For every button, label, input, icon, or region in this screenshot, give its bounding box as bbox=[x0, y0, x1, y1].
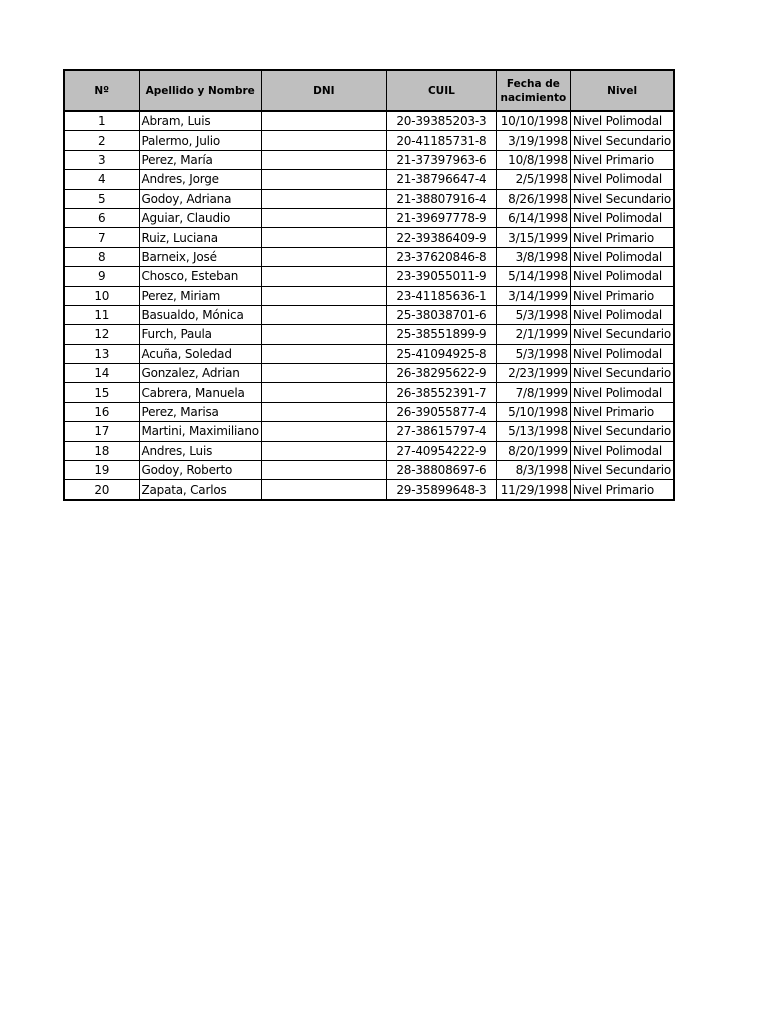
cell-cuil[interactable]: 20-41185731-8 bbox=[386, 131, 496, 150]
cell-level[interactable]: Nivel Polimodal bbox=[570, 305, 674, 324]
cell-level[interactable]: Nivel Primario bbox=[570, 228, 674, 247]
cell-level[interactable]: Nivel Polimodal bbox=[570, 441, 674, 460]
cell-dni[interactable] bbox=[261, 286, 386, 305]
cell-name[interactable]: Palermo, Julio bbox=[139, 131, 261, 150]
cell-birth-date[interactable]: 5/13/1998 bbox=[496, 422, 570, 441]
cell-num[interactable]: 6 bbox=[64, 208, 139, 227]
table-row bbox=[64, 228, 674, 247]
cell-name[interactable]: Perez, Miriam bbox=[139, 286, 261, 305]
cell-birth-date[interactable]: 5/3/1998 bbox=[496, 305, 570, 324]
cell-birth-date[interactable]: 8/20/1999 bbox=[496, 441, 570, 460]
cell-cuil[interactable]: 21-38796647-4 bbox=[386, 170, 496, 189]
header-birth-line1: Fecha de bbox=[506, 77, 560, 90]
table-row bbox=[64, 150, 674, 169]
cell-dni[interactable] bbox=[261, 267, 386, 286]
cell-dni[interactable] bbox=[261, 441, 386, 460]
cell-name[interactable]: Basualdo, Mónica bbox=[139, 305, 261, 324]
cell-level[interactable]: Nivel Polimodal bbox=[570, 170, 674, 189]
table-row bbox=[64, 461, 674, 480]
cell-cuil[interactable]: 27-38615797-4 bbox=[386, 422, 496, 441]
cell-birth-date[interactable]: 2/5/1998 bbox=[496, 170, 570, 189]
header-name[interactable]: Apellido y Nombre bbox=[139, 70, 261, 111]
cell-num[interactable]: 17 bbox=[64, 422, 139, 441]
cell-cuil[interactable]: 23-37620846-8 bbox=[386, 247, 496, 266]
cell-birth-date[interactable]: 8/3/1998 bbox=[496, 461, 570, 480]
cell-cuil[interactable]: 25-38551899-9 bbox=[386, 325, 496, 344]
cell-num[interactable]: 18 bbox=[64, 441, 139, 460]
table-row bbox=[64, 383, 674, 402]
cell-birth-date[interactable]: 3/8/1998 bbox=[496, 247, 570, 266]
cell-cuil[interactable]: 26-39055877-4 bbox=[386, 402, 496, 421]
cell-birth-date[interactable]: 5/10/1998 bbox=[496, 402, 570, 421]
table-row bbox=[64, 286, 674, 305]
cell-cuil[interactable]: 28-38808697-6 bbox=[386, 461, 496, 480]
cell-name[interactable]: Perez, María bbox=[139, 150, 261, 169]
table-row bbox=[64, 305, 674, 324]
cell-level[interactable]: Nivel Primario bbox=[570, 286, 674, 305]
cell-name[interactable]: Godoy, Roberto bbox=[139, 461, 261, 480]
cell-birth-date[interactable]: 10/8/1998 bbox=[496, 150, 570, 169]
cell-num[interactable]: 16 bbox=[64, 402, 139, 421]
table-row bbox=[64, 364, 674, 383]
cell-name[interactable]: Abram, Luis bbox=[139, 111, 261, 131]
cell-birth-date[interactable]: 11/29/1998 bbox=[496, 480, 570, 500]
cell-cuil[interactable]: 29-35899648-3 bbox=[386, 480, 496, 500]
cell-dni[interactable] bbox=[261, 247, 386, 266]
students-table bbox=[63, 69, 675, 501]
cell-name[interactable]: Ruiz, Luciana bbox=[139, 228, 261, 247]
cell-birth-date[interactable]: 7/8/1999 bbox=[496, 383, 570, 402]
cell-cuil[interactable]: 27-40954222-9 bbox=[386, 441, 496, 460]
cell-cuil[interactable]: 20-39385203-3 bbox=[386, 111, 496, 131]
cell-num[interactable]: 4 bbox=[64, 170, 139, 189]
cell-birth-date[interactable]: 5/14/1998 bbox=[496, 267, 570, 286]
cell-name[interactable]: Martini, Maximiliano bbox=[139, 422, 261, 441]
cell-cuil[interactable]: 21-38807916-4 bbox=[386, 189, 496, 208]
cell-num[interactable]: 12 bbox=[64, 325, 139, 344]
cell-level[interactable]: Nivel Polimodal bbox=[570, 267, 674, 286]
table-row bbox=[64, 267, 674, 286]
cell-name[interactable]: Furch, Paula bbox=[139, 325, 261, 344]
cell-level[interactable]: Nivel Polimodal bbox=[570, 383, 674, 402]
cell-cuil[interactable]: 25-38038701-6 bbox=[386, 305, 496, 324]
cell-level[interactable]: Nivel Secundario bbox=[570, 422, 674, 441]
cell-name[interactable]: Chosco, Esteban bbox=[139, 267, 261, 286]
cell-num[interactable]: 2 bbox=[64, 131, 139, 150]
cell-cuil[interactable]: 26-38295622-9 bbox=[386, 364, 496, 383]
cell-level[interactable]: Nivel Polimodal bbox=[570, 344, 674, 363]
cell-dni[interactable] bbox=[261, 150, 386, 169]
cell-name[interactable]: Andres, Jorge bbox=[139, 170, 261, 189]
cell-dni[interactable] bbox=[261, 208, 386, 227]
cell-level[interactable]: Nivel Primario bbox=[570, 402, 674, 421]
cell-dni[interactable] bbox=[261, 170, 386, 189]
header-birth-line2: nacimiento bbox=[500, 91, 567, 104]
table-row bbox=[64, 247, 674, 266]
cell-level[interactable]: Nivel Secundario bbox=[570, 364, 674, 383]
cell-level[interactable]: Nivel Polimodal bbox=[570, 247, 674, 266]
cell-dni[interactable] bbox=[261, 305, 386, 324]
header-row bbox=[64, 70, 674, 111]
header-level[interactable]: Nivel bbox=[570, 70, 674, 111]
cell-name[interactable]: Godoy, Adriana bbox=[139, 189, 261, 208]
cell-dni[interactable] bbox=[261, 364, 386, 383]
cell-dni[interactable] bbox=[261, 189, 386, 208]
cell-num[interactable]: 11 bbox=[64, 305, 139, 324]
cell-num[interactable]: 13 bbox=[64, 344, 139, 363]
cell-name[interactable]: Aguiar, Claudio bbox=[139, 208, 261, 227]
cell-cuil[interactable]: 21-39697778-9 bbox=[386, 208, 496, 227]
table-row bbox=[64, 344, 674, 363]
cell-birth-date[interactable]: 6/14/1998 bbox=[496, 208, 570, 227]
cell-cuil[interactable]: 25-41094925-8 bbox=[386, 344, 496, 363]
cell-name[interactable]: Acuña, Soledad bbox=[139, 344, 261, 363]
cell-dni[interactable] bbox=[261, 402, 386, 421]
table-row bbox=[64, 441, 674, 460]
cell-name[interactable]: Gonzalez, Adrian bbox=[139, 364, 261, 383]
table-row bbox=[64, 131, 674, 150]
cell-cuil[interactable]: 21-37397963-6 bbox=[386, 150, 496, 169]
cell-birth-date[interactable]: 3/14/1999 bbox=[496, 286, 570, 305]
table-row bbox=[64, 189, 674, 208]
cell-dni[interactable] bbox=[261, 422, 386, 441]
table-row bbox=[64, 422, 674, 441]
cell-level[interactable]: Nivel Secundario bbox=[570, 325, 674, 344]
cell-cuil[interactable]: 23-41185636-1 bbox=[386, 286, 496, 305]
cell-birth-date[interactable]: 10/10/1998 bbox=[496, 111, 570, 131]
cell-dni[interactable] bbox=[261, 325, 386, 344]
cell-num[interactable]: 19 bbox=[64, 461, 139, 480]
cell-level[interactable]: Nivel Polimodal bbox=[570, 208, 674, 227]
cell-level[interactable]: Nivel Secundario bbox=[570, 131, 674, 150]
cell-num[interactable]: 7 bbox=[64, 228, 139, 247]
table-row bbox=[64, 170, 674, 189]
header-num[interactable]: Nº bbox=[64, 70, 139, 111]
cell-num[interactable]: 3 bbox=[64, 150, 139, 169]
cell-dni[interactable] bbox=[261, 461, 386, 480]
cell-num[interactable]: 10 bbox=[64, 286, 139, 305]
cell-name[interactable]: Zapata, Carlos bbox=[139, 480, 261, 500]
cell-cuil[interactable]: 22-39386409-9 bbox=[386, 228, 496, 247]
cell-dni[interactable] bbox=[261, 344, 386, 363]
cell-birth-date[interactable]: 3/19/1998 bbox=[496, 131, 570, 150]
cell-num[interactable]: 20 bbox=[64, 480, 139, 500]
cell-level[interactable]: Nivel Primario bbox=[570, 150, 674, 169]
cell-num[interactable]: 1 bbox=[64, 111, 139, 131]
cell-dni[interactable] bbox=[261, 383, 386, 402]
cell-level[interactable]: Nivel Polimodal bbox=[570, 111, 674, 131]
table-row bbox=[64, 402, 674, 421]
header-cuil[interactable]: CUIL bbox=[386, 70, 496, 111]
cell-name[interactable]: Perez, Marisa bbox=[139, 402, 261, 421]
header-dni[interactable]: DNI bbox=[261, 70, 386, 111]
cell-num[interactable]: 15 bbox=[64, 383, 139, 402]
header-birth-date[interactable] bbox=[496, 70, 570, 111]
cell-dni[interactable] bbox=[261, 131, 386, 150]
cell-num[interactable]: 14 bbox=[64, 364, 139, 383]
table-row bbox=[64, 111, 674, 131]
cell-name[interactable]: Cabrera, Manuela bbox=[139, 383, 261, 402]
table-row bbox=[64, 208, 674, 227]
cell-num[interactable]: 5 bbox=[64, 189, 139, 208]
cell-birth-date[interactable]: 2/1/1999 bbox=[496, 325, 570, 344]
cell-birth-date[interactable]: 2/23/1999 bbox=[496, 364, 570, 383]
cell-birth-date[interactable]: 5/3/1998 bbox=[496, 344, 570, 363]
cell-name[interactable]: Barneix, José bbox=[139, 247, 261, 266]
cell-num[interactable]: 8 bbox=[64, 247, 139, 266]
cell-num[interactable]: 9 bbox=[64, 267, 139, 286]
cell-dni[interactable] bbox=[261, 228, 386, 247]
table-row bbox=[64, 480, 674, 500]
cell-cuil[interactable]: 26-38552391-7 bbox=[386, 383, 496, 402]
cell-birth-date[interactable]: 3/15/1999 bbox=[496, 228, 570, 247]
table-row bbox=[64, 325, 674, 344]
cell-level[interactable]: Nivel Secundario bbox=[570, 189, 674, 208]
cell-dni[interactable] bbox=[261, 480, 386, 500]
cell-level[interactable]: Nivel Primario bbox=[570, 480, 674, 500]
cell-level[interactable]: Nivel Secundario bbox=[570, 461, 674, 480]
cell-name[interactable]: Andres, Luis bbox=[139, 441, 261, 460]
cell-dni[interactable] bbox=[261, 111, 386, 131]
cell-cuil[interactable]: 23-39055011-9 bbox=[386, 267, 496, 286]
cell-birth-date[interactable]: 8/26/1998 bbox=[496, 189, 570, 208]
